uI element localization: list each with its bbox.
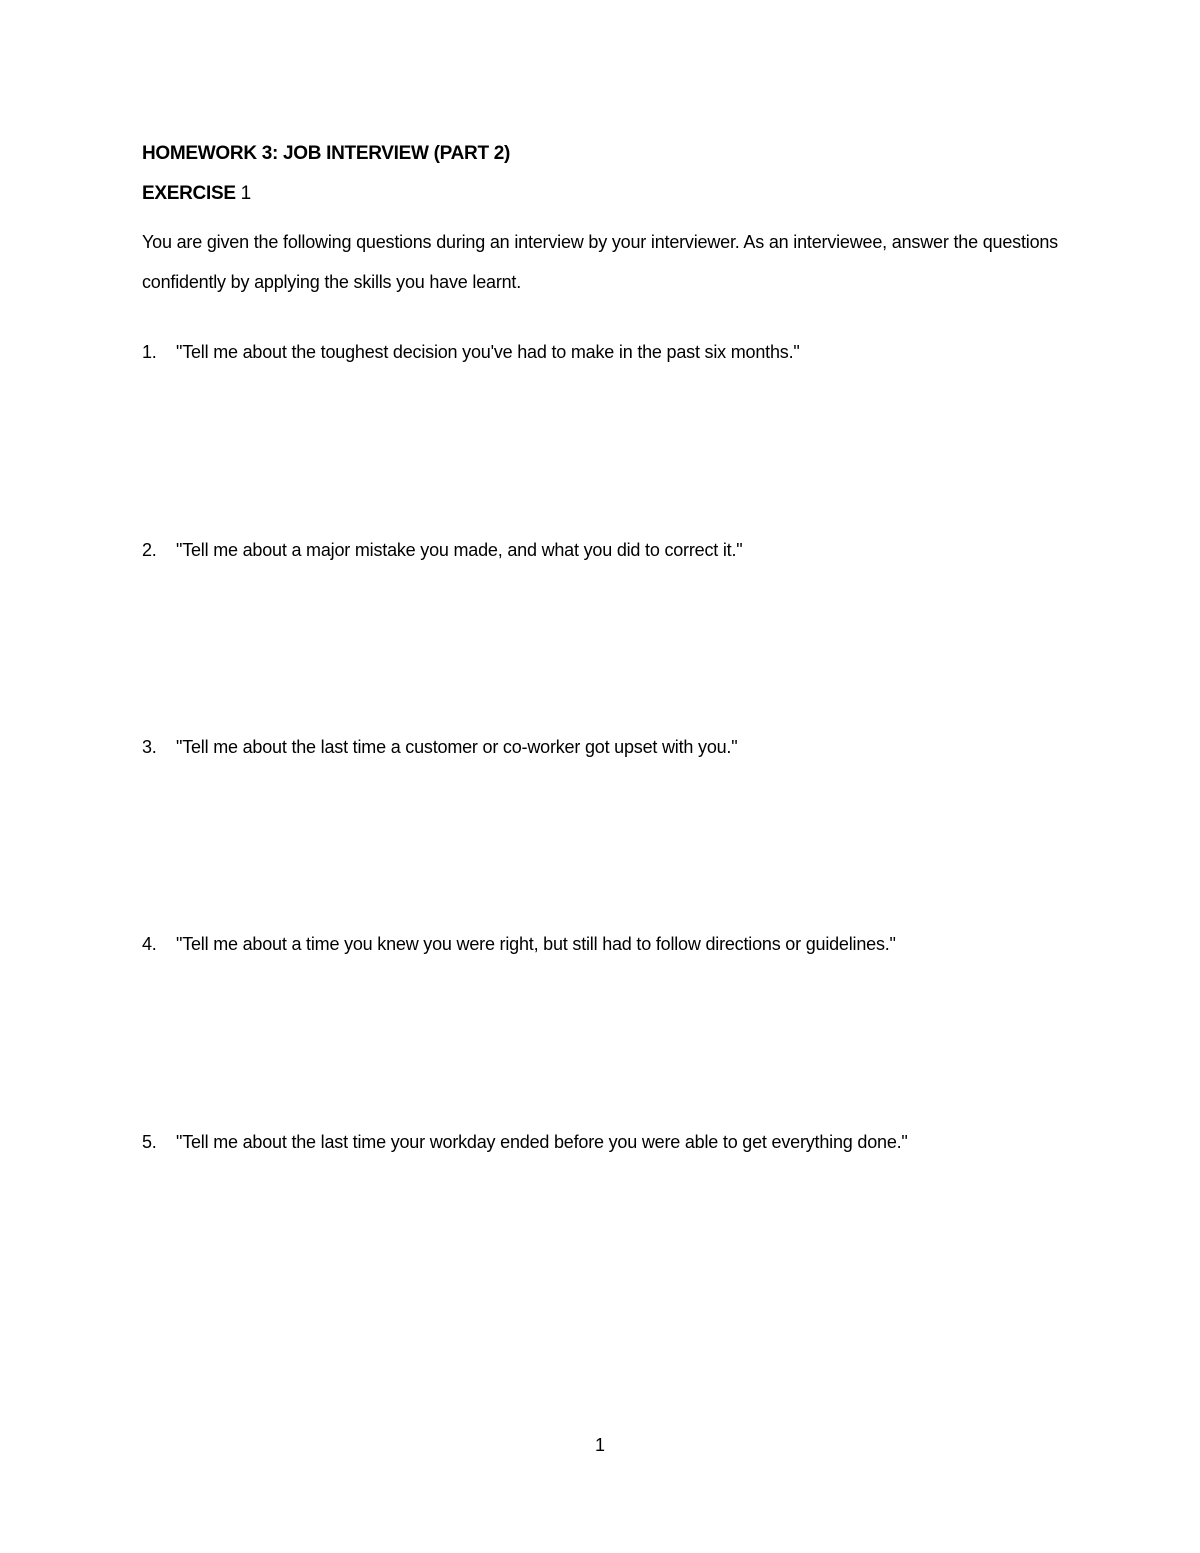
question-item (142, 540, 742, 561)
question-item (142, 342, 800, 363)
question-text: "Tell me about the last time your workday ended before you were able to get everything done." (176, 1132, 908, 1152)
question-number: 3. (142, 737, 157, 757)
question-text: "Tell me about the toughest decision you've had to make in the past six months." (176, 342, 800, 362)
page-number: 1 (594, 1435, 605, 1455)
exercise-heading (142, 183, 251, 205)
document-title: HOMEWORK 3: JOB INTERVIEW (PART 2) (142, 143, 511, 164)
question-text: "Tell me about a time you knew you were right, but still had to follow directions or guidelines." (176, 934, 896, 954)
exercise-number: 1 (240, 183, 251, 204)
exercise-instructions: You are given the following questions during an interview by your interviewer. As an interviewee, answer the questions confidently by applying the skills you have learnt. (142, 232, 1058, 292)
question-item (142, 934, 896, 955)
question-number: 5. (142, 1132, 157, 1152)
question-item (142, 737, 737, 758)
question-text: "Tell me about the last time a customer or co-worker got upset with you." (176, 737, 738, 757)
question-number: 1. (142, 342, 157, 362)
exercise-label: EXERCISE (142, 183, 236, 204)
question-text: "Tell me about a major mistake you made, and what you did to correct it." (176, 540, 743, 560)
question-number: 4. (142, 934, 157, 954)
question-number: 2. (142, 540, 157, 560)
question-item (142, 1132, 908, 1153)
